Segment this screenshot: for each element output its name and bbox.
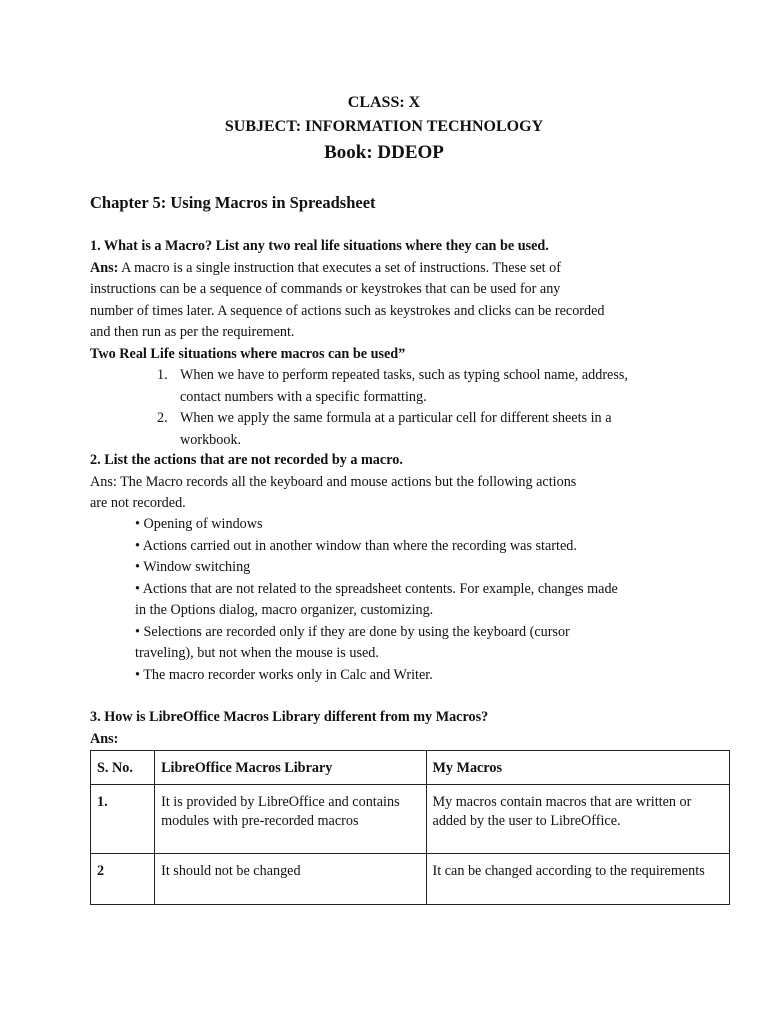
q1-answer-line-3: number of times later. A sequence of actions such as keystrokes and clicks can be recorded <box>90 302 605 319</box>
bullet-line: • Opening of windows <box>135 516 263 532</box>
bullet-line: in the Options dialog, macro organizer, customizing. <box>135 602 434 618</box>
table-cell: My macros contain macros that are written or added by the user to LibreOffice. <box>426 785 729 854</box>
list-item-number: 2. <box>157 410 168 426</box>
list-item-line: When we have to perform repeated tasks, such as typing school name, address, <box>180 367 628 383</box>
q1-situations-heading: Two Real Life situations where macros can be used” <box>90 345 406 362</box>
table-header-row <box>91 751 730 785</box>
table-row <box>91 854 730 905</box>
class-heading: CLASS: X <box>347 94 421 111</box>
q3-section <box>90 707 690 750</box>
list-item-number: 1. <box>157 367 168 383</box>
chapter-title: Chapter 5: Using Macros in Spreadsheet <box>90 193 376 212</box>
q3-ans-label: Ans: <box>90 730 119 747</box>
q1-answer-line-2: instructions can be a sequence of commands or keystrokes that can be used for any <box>90 281 561 297</box>
table-cell: 1. <box>91 785 155 854</box>
bullet-line: • Actions that are not related to the spreadsheet contents. For example, changes made <box>135 580 618 597</box>
subject-heading: SUBJECT: INFORMATION TECHNOLOGY <box>224 118 544 135</box>
table-header-cell: S. No. <box>91 751 155 785</box>
table-cell: It can be changed according to the requirements <box>426 854 729 905</box>
bullet-line: • Actions carried out in another window than where the recording was started. <box>135 537 577 554</box>
q2-question: 2. List the actions that are not recorded by a macro. <box>90 452 403 468</box>
q1-answer-line-4: and then run as per the requirement. <box>90 324 295 340</box>
q1-ans-label: Ans: <box>90 259 119 276</box>
list-item <box>90 408 690 451</box>
q2-bullet-list <box>90 514 690 686</box>
list-item-line: workbook. <box>180 431 242 448</box>
q2-section <box>90 450 690 515</box>
bullet-line: • The macro recorder works only in Calc and Writer. <box>135 666 433 683</box>
bullet-line: • Window switching <box>135 559 251 575</box>
table-cell: It is provided by LibreOffice and contains modules with pre-recorded macros <box>155 785 426 854</box>
q3-question: 3. How is LibreOffice Macros Library different from my Macros? <box>90 709 489 725</box>
q1-section <box>90 236 690 365</box>
q1-answer-line-1 <box>90 258 690 280</box>
list-item <box>90 365 690 408</box>
q1-ans-text-1: A macro is a single instruction that executes a set of instructions. These set of <box>118 259 561 276</box>
bullet-line: traveling), but not when the mouse is used. <box>135 645 379 661</box>
table-header-cell: My Macros <box>426 751 729 785</box>
table-cell: It should not be changed <box>155 854 426 905</box>
q2-answer-line-2: are not recorded. <box>90 495 186 511</box>
q2-answer-line-1: Ans: The Macro records all the keyboard and mouse actions but the following actions <box>90 473 577 490</box>
list-item-line: contact numbers with a specific formatting. <box>180 388 427 405</box>
table-header-cell: LibreOffice Macros Library <box>155 751 426 785</box>
table-row <box>91 785 730 854</box>
comparison-table <box>90 750 730 905</box>
book-heading: Book: DDEOP <box>324 142 444 163</box>
list-item-line: When we apply the same formula at a particular cell for different sheets in a <box>180 410 612 426</box>
table-cell: 2 <box>91 854 155 905</box>
q1-question: 1. What is a Macro? List any two real life situations where they can be used. <box>90 238 549 254</box>
bullet-line: • Selections are recorded only if they are done by using the keyboard (cursor <box>135 623 570 640</box>
q1-situations-list <box>90 365 690 451</box>
